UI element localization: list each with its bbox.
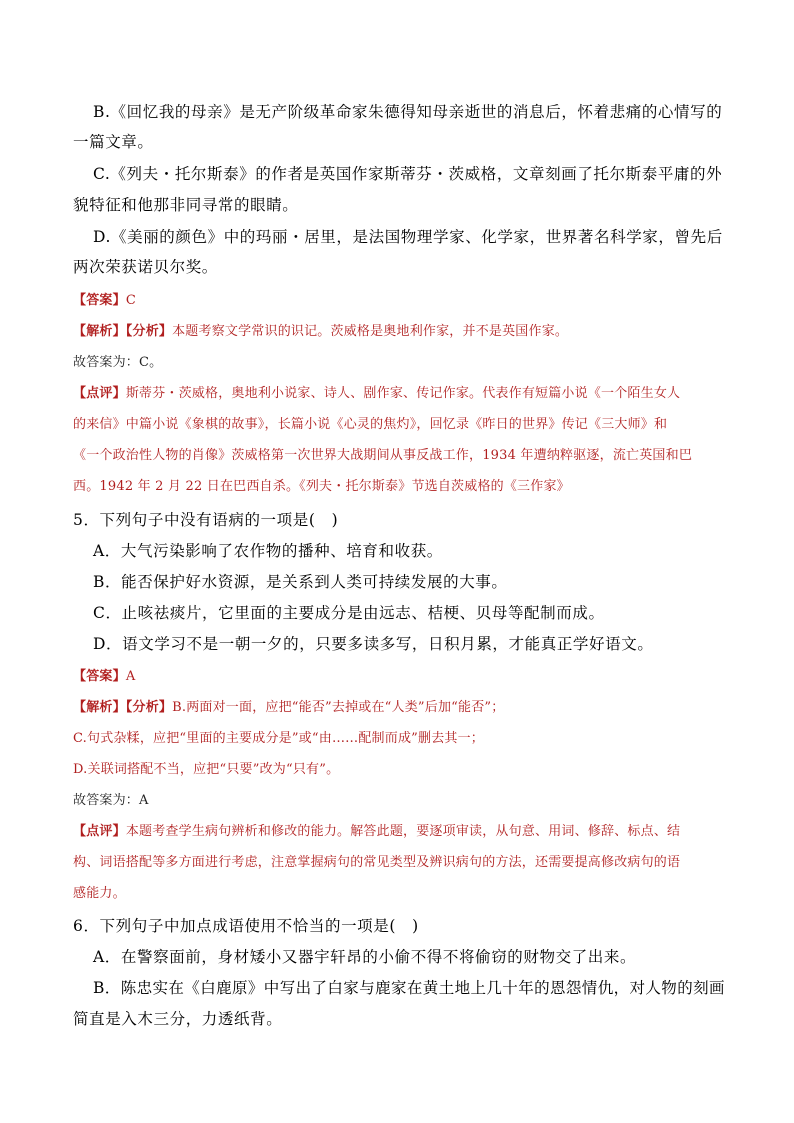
answer-value: C [125,293,136,308]
analysis-text: B.两面对一面，应把“能否”去掉或在“人类”后加“能否”； [172,700,505,715]
final-answer-prev: 故答案为：C。 [73,355,163,370]
question-6-option-b-line-2: 简直是入木三分，力透纸背。 [73,1010,283,1028]
question-5-option-d: D．语文学习不是一朝一夕的，只要多读多写，日积月累，才能真正学好语文。 [93,635,654,653]
answer-block-q5 [73,665,135,684]
analysis-block-prev [73,320,568,339]
analysis-text: 本题考察文学常识的识记。茨威格是奥地利作家，并不是英国作家。 [172,324,569,339]
analysis-label: 【解析】【分析】 [73,324,173,339]
option-d-line-1: D.《美丽的颜色》中的玛丽・居里，是法国物理学家、化学家，世界著名科学家，曾先后 [93,228,723,246]
option-b-line-1: B.《回忆我的母亲》是无产阶级革命家朱德得知母亲逝世的消息后，怀着悲痛的心情写的 [93,103,723,121]
answer-block-prev [73,289,136,308]
answer-label: 【答案】 [73,293,126,308]
question-5-option-a: A．大气污染影响了农作物的播种、培育和收获。 [93,542,443,560]
comment-line-2: 的来信》中篇小说《象棋的故事》，长篇小说《心灵的焦灼》，回忆录《昨日的世界》传记《三大师》和 [73,417,668,432]
answer-value: A [125,669,136,684]
analysis-line-2-q5: C.句式杂糅，应把“里面的主要成分是”或“由……配制而成”删去其一； [73,731,484,746]
question-6-stem: 6．下列句子中加点成语使用不恰当的一项是( ) [73,917,419,935]
option-c-line-1: C.《列夫・托尔斯泰》的作者是英国作家斯蒂芬・茨威格，文章刻画了托尔斯泰平庸的外 [93,165,723,183]
option-b-line-2: 一篇文章。 [73,133,154,151]
comment-text: 斯蒂芬・茨威格，奥地利小说家、诗人、剧作家、传记作家。代表作有短篇小说《一个陌生女人 [125,386,681,401]
question-6-option-b-line-1: B．陈忠实在《白鹿原》中写出了白家与鹿家在黄土地上几十年的恩怨情仇，对人物的刻画 [93,979,725,997]
analysis-label: 【解析】【分析】 [73,700,173,715]
comment-line-3: 《一个政治性人物的肖像》茨威格第一次世界大战期间从事反战工作，1934 年遭纳粹驱逐，流亡英国和巴 [73,448,693,463]
question-5-stem: 5．下列句子中没有语病的一项是( ) [73,511,339,529]
question-6-option-a: A．在警察面前，身材矮小又器宇轩昂的小偷不得不将偷窃的财物交了出来。 [93,948,637,966]
comment-label: 【点评】 [73,824,126,839]
comment-line-3-q5: 感能力。 [73,886,126,901]
analysis-line-3-q5: D.关联词搭配不当，应把“只要”改为“只有”。 [73,762,340,777]
comment-label: 【点评】 [73,386,126,401]
option-d-line-2: 两次荣获诺贝尔奖。 [73,258,218,276]
analysis-line-1-q5 [73,696,504,715]
final-answer-q5: 故答案为：A [73,793,149,808]
comment-line-1 [73,382,680,401]
question-5-option-c: C．止咳祛痰片，它里面的主要成分是由远志、桔梗、贝母等配制而成。 [93,604,605,622]
answer-label: 【答案】 [73,669,126,684]
comment-line-2-q5: 构、词语搭配等多方面进行考虑，注意掌握病句的常见类型及辨识病句的方法，还需要提高修改病句的语 [73,855,681,870]
comment-line-4: 西。1942 年 2 月 22 日在巴西自杀。《列夫・托尔斯泰》节选自茨威格的《三作家》 [73,479,570,494]
comment-line-1-q5 [73,820,680,839]
comment-text: 本题考查学生病句辨析和修改的能力。解答此题，要逐项审读，从句意、用词、修辞、标点、结 [125,824,681,839]
option-c-line-2: 貌特征和他那非同寻常的眼睛。 [73,196,299,214]
question-5-option-b: B．能否保护好水资源，是关系到人类可持续发展的大事。 [93,573,508,591]
